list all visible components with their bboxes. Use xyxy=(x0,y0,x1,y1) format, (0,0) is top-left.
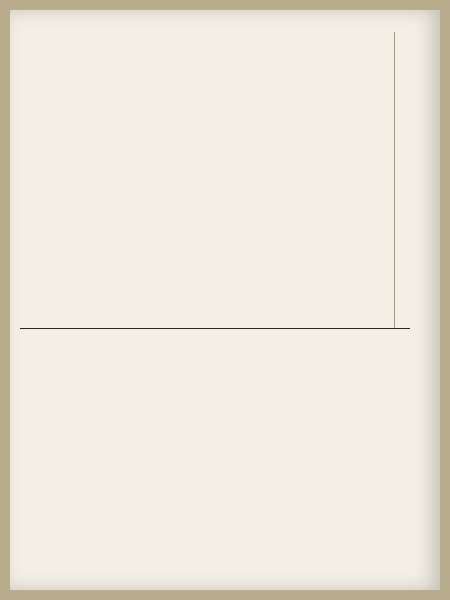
title-divider xyxy=(394,32,395,328)
book-page xyxy=(10,10,440,590)
page-title xyxy=(402,38,436,238)
section-divider xyxy=(20,328,410,329)
